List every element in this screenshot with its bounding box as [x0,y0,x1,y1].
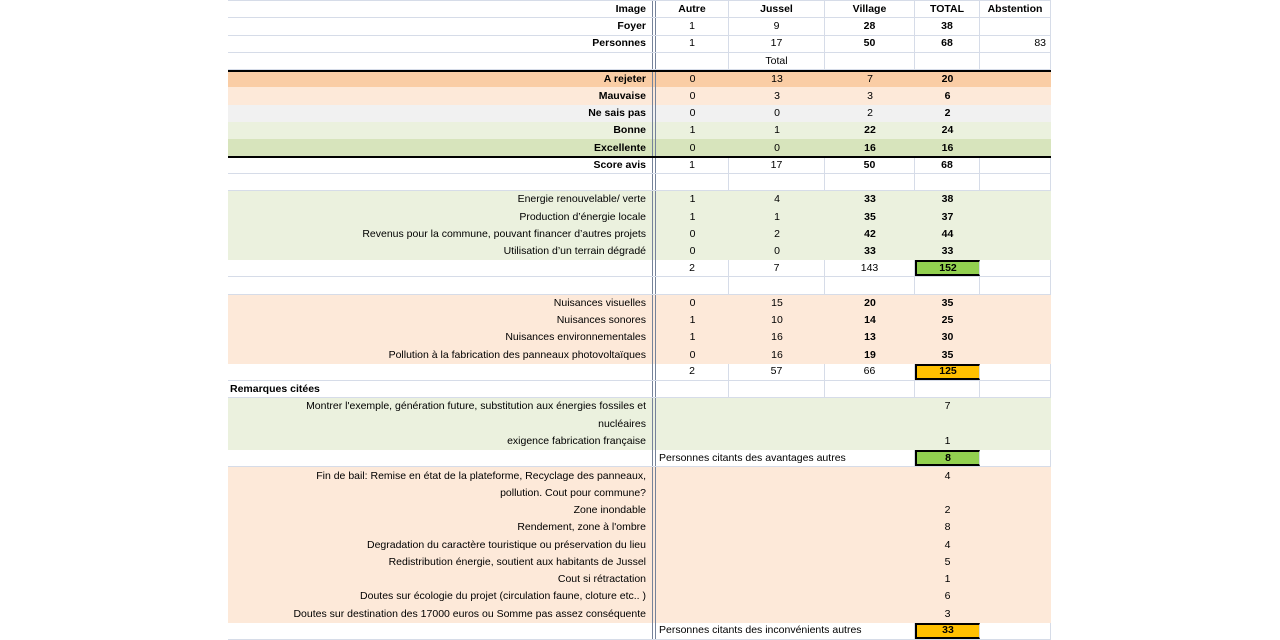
data-cell[interactable]: 37 [941,210,954,223]
data-cell[interactable]: 3 [944,607,951,620]
data-cell[interactable] [980,346,1051,363]
data-cell[interactable]: 4 [944,538,951,551]
table-row [228,225,1051,242]
table-row [228,312,1051,329]
data-cell[interactable]: 1 [944,435,951,448]
row-label-cell[interactable] [228,450,652,466]
data-cell[interactable] [656,571,729,588]
data-cell[interactable]: 1 [944,573,951,586]
data-cell[interactable]: 0 [689,73,696,86]
data-cell[interactable] [825,484,915,501]
data-cell[interactable] [980,554,1051,571]
data-cell[interactable]: 13 [864,331,876,344]
row-label-cell[interactable]: Remarques citées [230,382,320,395]
data-cell[interactable]: 19 [864,348,876,361]
data-cell[interactable]: 16 [771,331,783,344]
data-cell[interactable] [980,433,1051,450]
data-cell[interactable]: 0 [689,141,696,154]
row-label-cell[interactable]: Image [615,2,646,15]
data-cell[interactable]: Personnes citants des inconvénients autres [656,623,915,639]
data-cell[interactable]: TOTAL [915,1,980,17]
row-label-cell[interactable]: Production d’énergie locale [519,210,646,223]
data-cell[interactable] [980,53,1051,69]
table-row [228,467,1051,484]
data-cell[interactable] [825,381,915,397]
row-label-cell[interactable] [228,623,652,639]
table-row [228,571,1051,588]
data-cell[interactable] [980,260,1051,276]
table-row [228,623,1051,640]
row-label-cell[interactable]: Bonne [613,124,646,137]
table-row [228,70,1051,87]
data-cell[interactable] [915,415,980,432]
row-label-cell[interactable]: Doutes sur destination des 17000 euros ou Somme pas assez conséquente [293,607,646,620]
row-label-cell[interactable]: exigence fabrication française [507,435,646,448]
data-cell[interactable]: 152 [915,260,980,276]
table-row [228,295,1051,312]
data-cell[interactable] [656,398,729,415]
data-cell[interactable]: 66 [825,364,915,380]
data-cell[interactable]: 50 [825,36,915,52]
data-cell[interactable] [980,467,1051,484]
row-label-cell[interactable] [228,174,652,190]
table-row [228,536,1051,553]
data-cell[interactable] [980,588,1051,605]
row-label-cell[interactable]: nucléaires [598,417,646,430]
data-cell[interactable] [825,571,915,588]
data-cell[interactable] [729,571,825,588]
data-cell[interactable] [729,174,825,190]
table-row [228,36,1051,53]
data-cell[interactable]: 50 [825,158,915,172]
data-cell[interactable]: 35 [941,296,954,309]
table-row [228,156,1051,173]
data-cell[interactable]: 3 [867,89,873,102]
row-label-cell[interactable]: Personnes [592,37,646,50]
data-cell[interactable] [729,433,825,450]
data-cell[interactable] [825,398,915,415]
data-cell[interactable]: 1 [774,210,780,223]
data-cell[interactable]: 16 [941,141,954,154]
data-cell[interactable]: 0 [774,141,780,154]
data-cell[interactable]: 68 [915,36,980,52]
data-cell[interactable] [980,605,1051,622]
data-cell[interactable] [825,415,915,432]
data-cell[interactable] [980,105,1051,122]
data-cell[interactable] [980,122,1051,139]
data-cell[interactable] [656,502,729,519]
data-cell[interactable] [656,53,729,69]
data-cell[interactable]: 15 [771,296,783,309]
data-cell[interactable] [980,415,1051,432]
data-cell[interactable]: 7 [729,260,825,276]
data-cell[interactable]: 2 [944,106,951,119]
data-cell[interactable]: 13 [771,73,783,86]
data-cell[interactable] [656,519,729,536]
data-cell[interactable] [980,484,1051,501]
row-label-cell[interactable]: Energie renouvelable/ verte [517,193,646,206]
data-cell[interactable] [729,536,825,553]
data-cell[interactable] [980,381,1051,397]
row-label-cell[interactable]: Revenus pour la commune, pouvant financer d’autres projets [362,227,646,240]
table-row [228,329,1051,346]
data-cell[interactable]: 35 [864,210,876,223]
data-cell[interactable] [656,554,729,571]
data-cell[interactable]: 0 [689,245,696,258]
data-cell[interactable]: 0 [689,348,696,361]
data-cell[interactable]: 33 [915,623,980,639]
row-label-cell[interactable]: Nuisances visuelles [553,296,646,309]
data-cell[interactable]: 1 [656,158,729,172]
data-cell[interactable] [825,467,915,484]
data-cell[interactable] [656,484,729,501]
data-cell[interactable]: 1 [689,210,696,223]
data-cell[interactable] [729,605,825,622]
data-cell[interactable]: 38 [941,193,954,206]
data-cell[interactable]: Personnes citants des avantages autres [656,450,915,466]
data-cell[interactable] [915,381,980,397]
data-cell[interactable] [980,243,1051,260]
data-cell[interactable] [729,398,825,415]
data-cell[interactable]: 16 [864,141,876,154]
data-cell[interactable]: 16 [771,348,783,361]
row-label-cell[interactable]: Montrer l'exemple, génération future, substitution aux énergies fossiles et [306,400,646,413]
data-cell[interactable] [980,225,1051,242]
table-row [228,484,1051,501]
data-cell[interactable] [980,519,1051,536]
row-label-cell[interactable]: Utilisation d’un terrain dégradé [503,245,646,258]
table-row [228,277,1051,294]
data-cell[interactable] [825,536,915,553]
data-cell[interactable] [915,277,980,293]
data-cell[interactable] [825,174,915,190]
table-row [228,1,1051,18]
table-row [228,415,1051,432]
table-row [228,554,1051,571]
data-cell[interactable]: 17 [729,158,825,172]
data-cell[interactable]: 6 [944,590,951,603]
data-cell[interactable] [980,191,1051,208]
row-label-cell[interactable] [228,53,652,69]
data-cell[interactable] [980,364,1051,380]
table-row [228,122,1051,139]
data-cell[interactable]: 83 [980,36,1051,52]
data-cell[interactable]: Total [729,53,825,69]
data-cell[interactable] [825,588,915,605]
data-cell[interactable]: 2 [944,504,951,517]
data-cell[interactable] [729,554,825,571]
data-cell[interactable]: 2 [656,364,729,380]
data-cell[interactable] [825,277,915,293]
data-cell[interactable]: 33 [864,193,876,206]
row-label-cell[interactable]: Score avis [593,159,646,172]
row-label-cell[interactable] [228,260,652,276]
row-label-cell[interactable]: Nuisances sonores [556,314,646,327]
row-label-cell[interactable]: Excellente [594,141,646,154]
data-cell[interactable]: 2 [774,227,780,240]
data-cell[interactable] [980,536,1051,553]
data-cell[interactable]: 7 [867,73,873,86]
data-cell[interactable] [980,72,1051,87]
table-row [228,260,1051,277]
data-cell[interactable]: 2 [656,260,729,276]
data-cell[interactable]: 30 [941,331,954,344]
data-cell[interactable] [980,502,1051,519]
data-cell[interactable]: 57 [729,364,825,380]
data-cell[interactable]: 44 [941,227,954,240]
data-cell[interactable]: 0 [774,106,780,119]
data-cell[interactable] [980,571,1051,588]
data-cell[interactable]: 33 [864,245,876,258]
data-cell[interactable] [825,554,915,571]
row-label-cell[interactable]: Nuisances environnementales [505,331,646,344]
data-cell[interactable]: 17 [729,36,825,52]
data-cell[interactable]: 3 [774,89,780,102]
data-cell[interactable]: 68 [915,158,980,172]
data-cell[interactable]: 1 [689,193,696,206]
data-cell[interactable] [656,174,729,190]
data-cell[interactable] [729,588,825,605]
data-cell[interactable] [825,433,915,450]
table-row [228,243,1051,260]
data-cell[interactable]: 42 [864,227,876,240]
table-row [228,105,1051,122]
row-label-cell[interactable]: Cout si rétractation [557,573,646,586]
data-cell[interactable]: 25 [941,314,954,327]
data-cell[interactable] [915,53,980,69]
table-row [228,605,1051,622]
data-cell[interactable]: Abstention [980,1,1051,17]
row-label-cell[interactable]: Pollution à la fabrication des panneaux photovoltaïques [388,348,646,361]
data-cell[interactable] [656,381,729,397]
data-cell[interactable]: Village [825,1,915,17]
data-cell[interactable] [980,277,1051,293]
data-cell[interactable] [729,415,825,432]
data-cell[interactable]: 20 [864,296,876,309]
data-cell[interactable]: 8 [944,521,951,534]
data-cell[interactable]: 0 [689,89,696,102]
data-cell[interactable]: 125 [915,364,980,380]
row-label-cell[interactable]: pollution. Cout pour commune? [500,486,646,499]
data-cell[interactable]: 8 [915,450,980,466]
data-cell[interactable] [656,433,729,450]
data-cell[interactable] [980,398,1051,415]
data-cell[interactable]: 0 [774,245,780,258]
data-cell[interactable]: Autre [656,1,729,17]
data-cell[interactable] [980,623,1051,639]
row-label-cell[interactable] [228,364,652,380]
table-row [228,588,1051,605]
table-row [228,502,1051,519]
data-cell[interactable]: 1 [689,124,696,137]
row-label-cell[interactable]: Mauvaise [598,89,646,102]
table-row [228,433,1051,450]
data-cell[interactable] [729,467,825,484]
table-row [228,174,1051,191]
data-cell[interactable]: 14 [864,314,876,327]
data-cell[interactable] [980,158,1051,172]
row-label-cell[interactable]: Degradation du caractère touristique ou préservation du lieu [366,538,646,551]
data-cell[interactable]: 0 [689,296,696,309]
row-label-cell[interactable]: A rejeter [603,73,646,86]
data-cell[interactable] [656,467,729,484]
data-cell[interactable]: 1 [656,36,729,52]
table-row [228,18,1051,35]
data-cell[interactable] [656,605,729,622]
table-row [228,208,1051,225]
row-label-cell[interactable]: Fin de bail: Remise en état de la plateforme, Recyclage des panneaux, [316,469,646,482]
table-row [228,450,1051,467]
table-row [228,381,1051,398]
table-row [228,346,1051,363]
data-cell[interactable]: 33 [941,245,954,258]
table-row [228,87,1051,104]
data-cell[interactable] [980,174,1051,190]
data-cell[interactable] [980,295,1051,312]
data-cell[interactable]: 6 [944,89,951,102]
data-cell[interactable] [656,536,729,553]
data-cell[interactable] [980,139,1051,156]
data-cell[interactable] [980,87,1051,104]
data-cell[interactable] [825,605,915,622]
data-cell[interactable]: 4 [774,193,780,206]
row-label-cell[interactable]: Zone inondable [573,504,646,517]
data-cell[interactable]: 1 [656,18,729,34]
row-label-cell[interactable]: Doutes sur écologie du projet (circulation faune, cloture etc.. ) [360,590,646,603]
data-cell[interactable]: 1 [689,331,696,344]
data-cell[interactable] [980,208,1051,225]
data-cell[interactable]: 0 [689,227,696,240]
row-label-cell[interactable] [228,277,652,293]
data-cell[interactable]: 4 [944,469,951,482]
data-cell[interactable] [729,519,825,536]
data-cell[interactable]: 143 [825,260,915,276]
data-cell[interactable] [656,277,729,293]
table-row [228,364,1051,381]
data-cell[interactable] [825,519,915,536]
data-cell[interactable] [729,277,825,293]
data-cell[interactable]: 1 [774,124,780,137]
data-cell[interactable] [729,381,825,397]
data-cell[interactable] [825,502,915,519]
row-label-cell[interactable]: Rendement, zone à l'ombre [517,521,646,534]
data-cell[interactable] [656,415,729,432]
data-cell[interactable]: Jussel [729,1,825,17]
data-cell[interactable] [729,484,825,501]
data-cell[interactable]: 9 [729,18,825,34]
data-cell[interactable]: 5 [944,555,951,568]
spreadsheet-table [228,0,1051,640]
row-label-cell[interactable]: Foyer [617,20,646,33]
table-row [228,398,1051,415]
data-cell[interactable] [980,18,1051,34]
data-cell[interactable]: 0 [689,106,696,119]
row-label-cell[interactable]: Ne sais pas [588,106,646,119]
data-cell[interactable] [980,329,1051,346]
data-cell[interactable]: 38 [915,18,980,34]
data-cell[interactable] [980,450,1051,466]
data-cell[interactable] [980,312,1051,329]
data-cell[interactable]: 24 [941,124,954,137]
data-cell[interactable]: 35 [941,348,954,361]
table-row [228,139,1051,156]
data-cell[interactable]: 20 [941,73,954,86]
data-cell[interactable]: 28 [825,18,915,34]
data-cell[interactable]: 2 [867,106,873,119]
data-cell[interactable]: 1 [689,314,696,327]
table-row [228,191,1051,208]
data-cell[interactable] [656,588,729,605]
data-cell[interactable]: 7 [944,400,951,413]
table-row [228,53,1051,70]
row-label-cell[interactable]: Redistribution énergie, soutient aux habitants de Jussel [388,555,646,568]
data-cell[interactable] [729,502,825,519]
table-row [228,519,1051,536]
data-cell[interactable]: 10 [771,314,783,327]
data-cell[interactable]: 22 [864,124,876,137]
data-cell[interactable] [825,53,915,69]
data-cell[interactable] [915,174,980,190]
data-cell[interactable] [915,484,980,501]
